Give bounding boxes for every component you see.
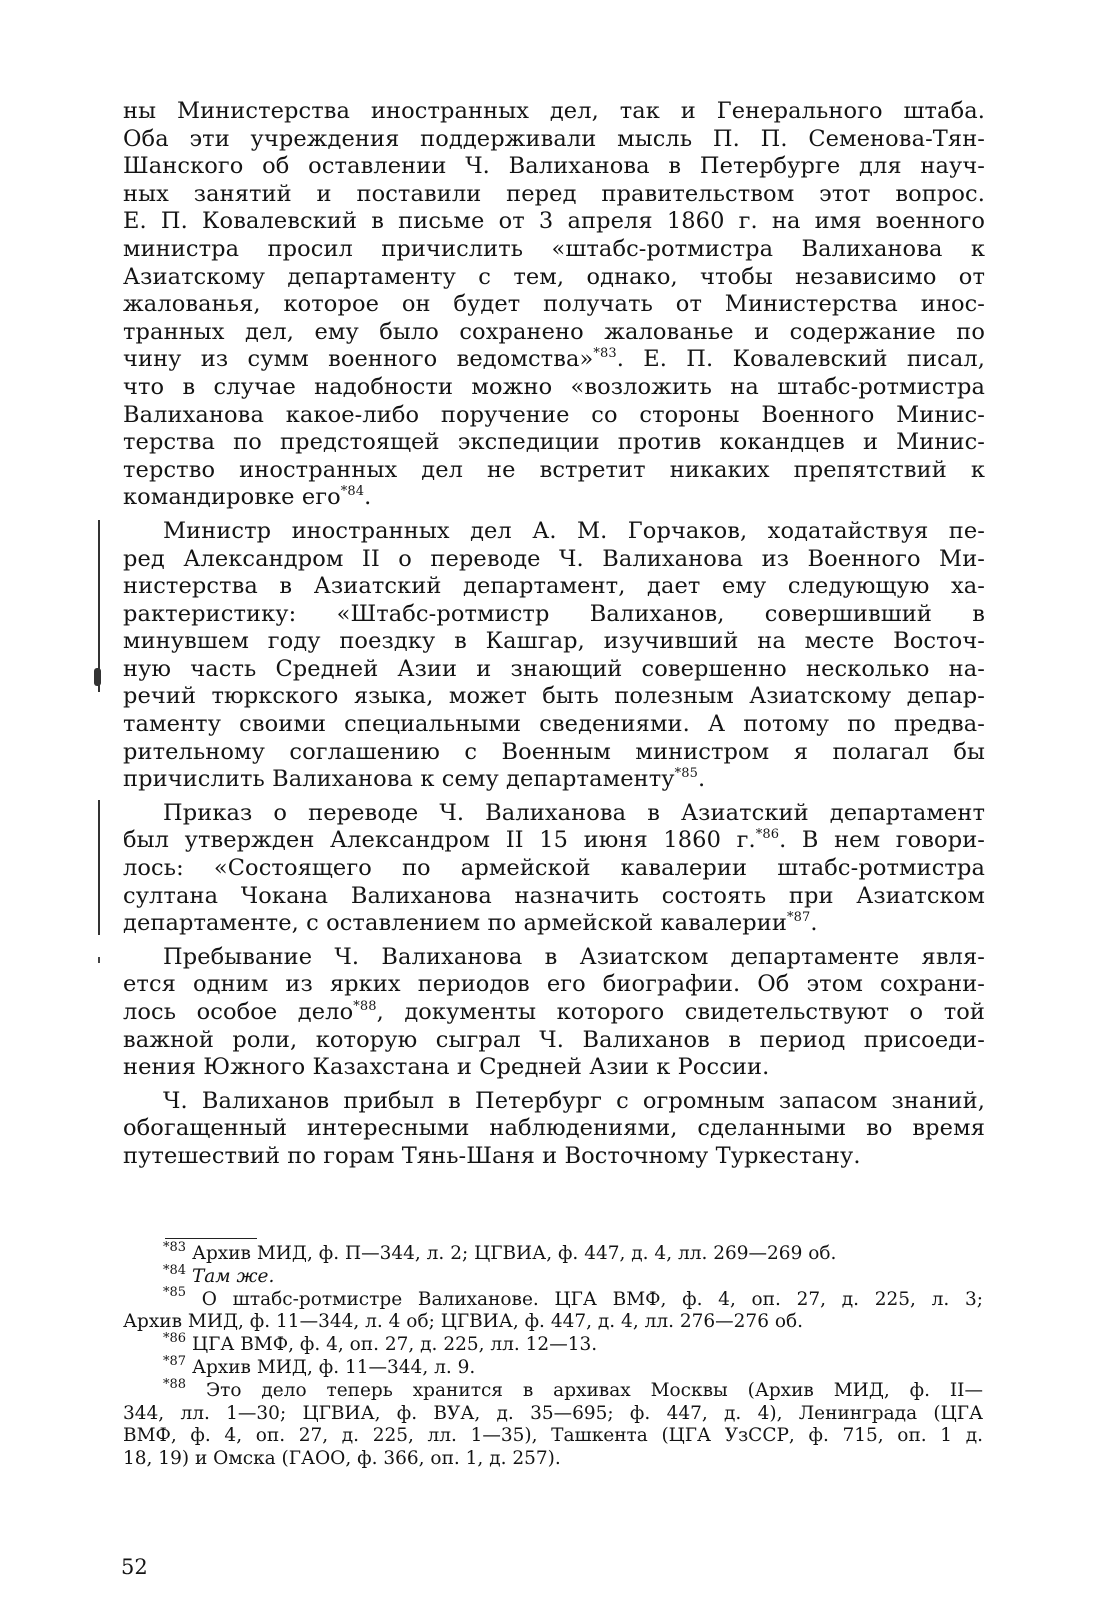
footnote-line <box>123 1331 983 1357</box>
text-line: Валиханова какое-либо поручение со стороны Военного Минис- <box>123 401 985 428</box>
footnote-line <box>123 1448 983 1471</box>
footnote-text: ВМФ, ф. 4, оп. 27, д. 225, лл. 1—35), Ташкента (ЦГА УзССР, ф. 715, оп. 1 д. <box>123 1425 983 1447</box>
footnote-line <box>123 1239 983 1266</box>
text-line: рактеристику: «Штабс-ротмистр Валиханов, совершивший в <box>123 600 985 627</box>
text-line: жалованья, которое он будет получать от Министерства инос- <box>123 291 985 318</box>
margin-mark <box>98 520 100 692</box>
text-line: терства по предстоящей экспедиции против кокандцев и Минис- <box>123 429 985 456</box>
footnote-separator <box>165 1238 257 1239</box>
text-line: рительному соглашению с Военным министром я полагал бы <box>123 738 985 765</box>
text-line: транных дел, ему было сохранено жалованье и содержание по <box>123 318 985 345</box>
text-line: министра просил причислить «штабс-ротмистра Валиханова к <box>123 235 985 262</box>
text-line: обогащенный интересными наблюдениями, сделанными во время <box>123 1115 985 1142</box>
footnote-text: О штабс-ротмистре Валиханове. ЦГА ВМФ, ф. 4, оп. 27, д. 225, л. 3; <box>201 1288 983 1310</box>
page-number: 52 <box>121 1555 148 1579</box>
text-line: султана Чокана Валиханова назначить состоять при Азиатском <box>123 882 985 909</box>
text-line: Ч. Валиханов прибыл в Петербург с огромным запасом знаний, <box>163 1087 985 1114</box>
text-line: таменту своими специальными сведениями. А потому по предва- <box>123 711 985 738</box>
text-line: Приказ о переводе Ч. Валиханова в Азиатский департамент <box>163 799 985 826</box>
text-line: командировке его$^{*84}$. <box>123 483 372 511</box>
footnote-text: Архив МИД, ф. 11—344, л. 4 об; ЦГВИА, ф. 447, д. 4, лл. 276—276 об. <box>123 1311 804 1333</box>
footnote-text: Это дело теперь хранится в архивах Москвы (Архив МИД, ф. II— <box>205 1379 983 1401</box>
footnote-line <box>123 1425 983 1448</box>
text-line: департаменте, с оставлением по армейской кавалерии$^{*87}$. <box>123 909 818 937</box>
text-line: чину из сумм военного ведомства»$^{*83}$. Е. П. Ковалевский писал, <box>123 345 985 373</box>
footnote-line <box>123 1403 983 1426</box>
text-line: Шанского об оставлении Ч. Валиханова в Петербурге для науч- <box>123 153 985 180</box>
footnote-text: Архив МИД, ф. П—344, л. 2; ЦГВИА, ф. 447, д. 4, лл. 269—269 об. <box>191 1243 837 1264</box>
text-line: ется одним из ярких периодов его биографии. Об этом сохрани- <box>123 971 985 998</box>
margin-mark-tick <box>98 957 100 963</box>
main-text <box>123 98 985 1171</box>
margin-mark <box>98 800 100 935</box>
text-line: Е. П. Ковалевский в письме от 3 апреля 1860 г. на имя военного <box>123 208 985 235</box>
footnote-text: Архив МИД, ф. 11—344, л. 9. <box>191 1356 476 1378</box>
text-line: нистерства в Азиатский департамент, дает ему следующую ха- <box>123 573 985 600</box>
text-line: Оба эти учреждения поддерживали мысль П. П. Семенова-Тян- <box>123 125 985 152</box>
text-line: Министр иностранных дел А. М. Горчаков, ходатайствуя пе- <box>163 517 985 544</box>
footnote-mark: *83 <box>163 1239 187 1255</box>
footnote-mark: *85 <box>163 1285 187 1301</box>
text-line: лось: «Состоящего по армейской кавалерии штабс-ротмистра <box>123 855 985 882</box>
text-line: был утвержден Александром II 15 июня 1860 г.$^{*86}$. В нем говори- <box>123 826 985 854</box>
footnote-line <box>123 1262 983 1289</box>
footnote-text: 18, 19) и Омска (ГАОО, ф. 366, оп. 1, д. 257). <box>123 1448 561 1470</box>
footnote-line <box>123 1353 983 1380</box>
footnotes <box>123 1239 983 1471</box>
text-line: минувшем году поездку в Кашгар, изучивший на месте Восточ- <box>123 628 985 655</box>
footnote-text: ЦГА ВМФ, ф. 4, оп. 27, д. 225, лл. 12—13. <box>191 1334 598 1356</box>
footnote-line <box>123 1376 983 1403</box>
text-line: лось особое дело$^{*88}$, документы которого свидетельствуют о той <box>123 998 985 1025</box>
text-line: причислить Валиханова к сему департаменту$^{*85}$. <box>123 765 706 793</box>
text-line: ную часть Средней Азии и знающий совершенно несколько на- <box>123 655 985 682</box>
footnote-text: 344, лл. 1—30; ЦГВИА, ф. ВУА, д. 35—695; ф. 447, д. 4), Ленинграда (ЦГА <box>123 1402 983 1424</box>
text-line: терство иностранных дел не встретит никаких препятствий к <box>123 456 985 483</box>
footnote-mark: *86 <box>163 1331 187 1347</box>
text-line: ны Министерства иностранных дел, так и Генерального штаба. <box>123 98 985 124</box>
footnote-line <box>123 1285 983 1312</box>
margin-mark-dot <box>94 668 101 686</box>
text-line: важной роли, которую сыграл Ч. Валиханов в период присоеди- <box>123 1026 985 1053</box>
text-line: ред Александром II о переводе Ч. Валиханова из Военного Ми- <box>123 545 985 572</box>
text-line: путешествий по горам Тянь-Шаня и Восточному Туркестану. <box>123 1142 861 1169</box>
footnote-mark: *88 <box>163 1376 187 1392</box>
text-line: речий тюркского языка, может быть полезным Азиатскому депар- <box>123 683 985 710</box>
footnote-line <box>123 1311 983 1334</box>
text-line: Пребывание Ч. Валиханова в Азиатском департаменте явля- <box>163 943 985 970</box>
footnote-mark: *87 <box>163 1353 187 1369</box>
text-line: нения Южного Казахстана и Средней Азии к России. <box>123 1054 770 1081</box>
footnote-text: Там же. <box>191 1265 275 1287</box>
text-line: Азиатскому департаменту с тем, однако, чтобы независимо от <box>123 263 985 290</box>
text-line: что в случае надобности можно «возложить на штабс-ротмистра <box>123 373 985 400</box>
text-line: ных занятий и поставили перед правительством этот вопрос. <box>123 180 985 207</box>
footnote-mark: *84 <box>163 1262 187 1278</box>
